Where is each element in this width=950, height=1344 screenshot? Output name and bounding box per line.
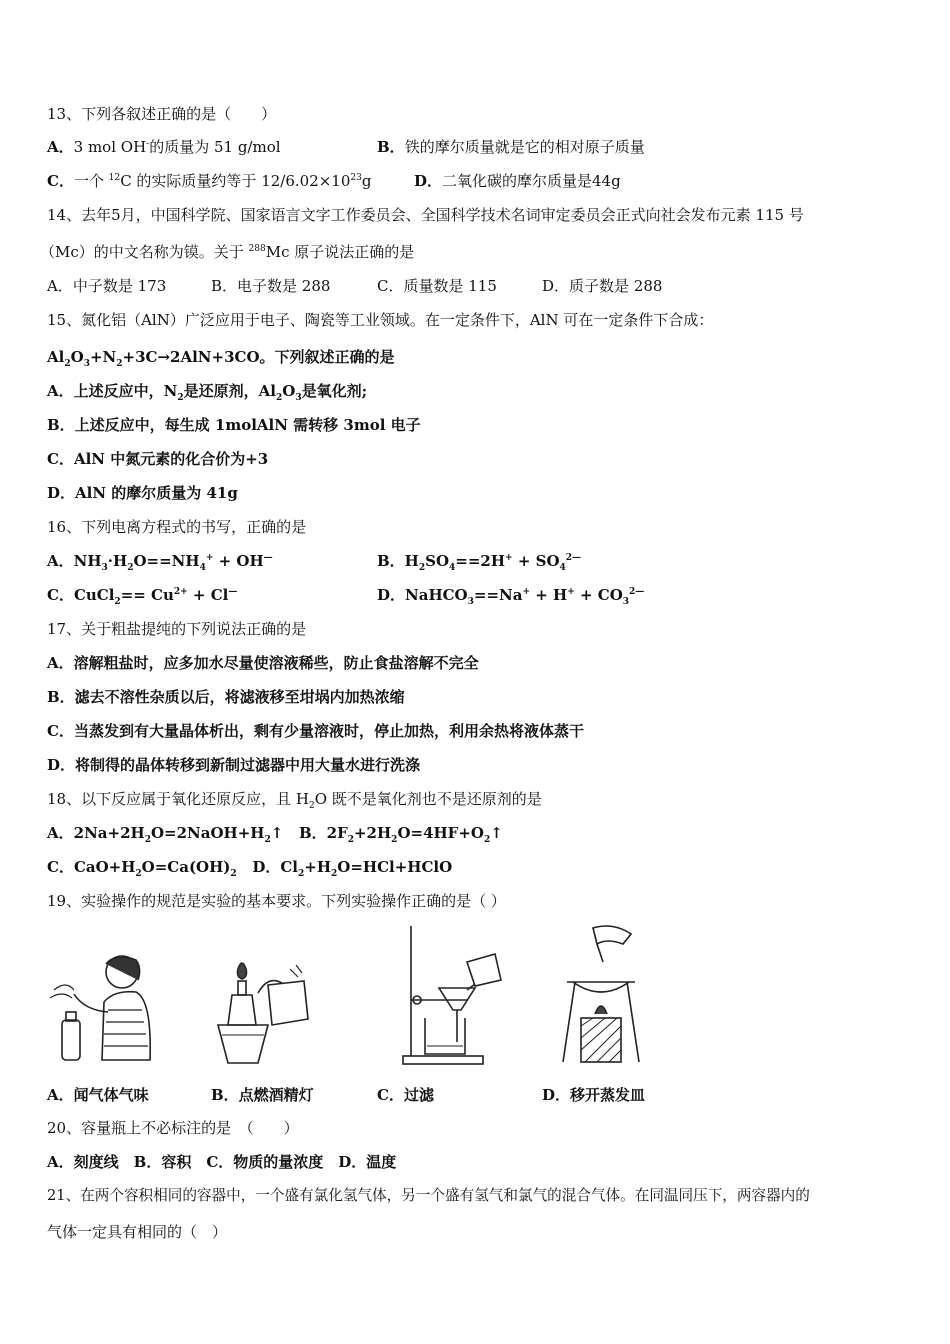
superscript: + [522,587,531,597]
subscript: 2 [308,801,315,811]
subscript: 2 [298,869,305,879]
superscript: 2— [565,553,582,563]
subscript: 2 [275,393,283,403]
q17-option-a: A．溶解粗盐时，应多加水尽量使溶液稀些，防止食盐溶解不完全 [47,654,479,672]
option-text: O [282,382,296,400]
q17-option-c: C．当蒸发到有大量晶体析出，剩有少量溶液时，停止加热，利用余热将液体蒸干 [47,722,584,740]
eq-text: O [70,348,84,366]
q16-option-a [47,551,273,571]
superscript: - [146,139,150,149]
q16-option-d [377,585,644,605]
q14-option-c: C．质量数是 115 [377,277,497,295]
option-text: 3 mol OH [73,138,147,156]
option-text: A．2Na+2H [47,824,145,842]
option-text: 铁的摩尔质量就是它的相对原子质量 [404,138,645,156]
option-text: +2H [353,824,392,842]
option-text: SO [425,552,450,570]
q17-option-d: D．将制得的晶体转移到新制过滤器中用大量水进行洗涤 [47,756,421,774]
option-text: O=HCl+HClO [337,858,453,876]
option-text: + SO [512,552,560,570]
superscript: + [567,587,575,597]
eq-text: +N [89,348,117,366]
q13-option-b [377,137,645,157]
option-text: +H [304,858,332,876]
option-text: 一个 [73,172,109,190]
subscript: 3 [295,393,302,403]
eq-text: +3C→2AlN+3CO。下列叙述正确的是 [122,348,395,366]
q14-stem-line1: 14、去年5月，中国科学院、国家语言文字工作委员会、全国科学技术名词审定委员会正式向社会发布元素 115 号 [47,206,804,224]
stand-base [403,1056,483,1064]
q14-stem-line2 [40,242,414,262]
option-text: C 的实际质量约等于 12/6.02×10 [120,172,351,190]
option-text: O=2NaOH+H [150,824,265,842]
stem-text: Mc 原子说法正确的是 [265,243,415,261]
dish [573,982,629,992]
option-text: + OH [213,552,264,570]
q18-options-cd [47,857,452,877]
option-text: 的质量为 51 g/mol [149,138,281,156]
hand [593,926,631,944]
option-label: D． [414,172,443,190]
figure-alcohol-lamp [208,955,318,1070]
superscript: + [205,553,214,563]
q19-option-b: B．点燃酒精灯 [211,1086,314,1104]
option-text: B．H [377,552,419,570]
option-text: B．2F [298,824,348,842]
q13-option-c [47,171,371,191]
superscript: 12 [108,173,121,183]
subscript: 2 [347,835,354,845]
subscript: 2 [135,869,142,879]
superscript: — [263,553,273,563]
option-text: == Cu [120,586,174,604]
q15-option-c: C．AlN 中氮元素的化合价为+3 [47,450,269,468]
subscript: 2 [230,869,237,879]
option-text: O==NH [133,552,200,570]
q17-stem: 17、关于粗盐提纯的下列说法正确的是 [47,620,307,638]
q19-stem: 19、实验操作的规范是实验的基本要求。下列实验操作正确的是（ ） [47,892,506,910]
subscript: 2 [144,835,151,845]
option-label: B． [377,138,405,156]
subscript: 4 [559,563,566,573]
option-text: ·H [107,552,128,570]
q16-option-b [377,551,581,571]
q15-stem-line1: 15、氮化铝（AlN）广泛应用于电子、陶瓷等工业领域。在一定条件下，AlN 可在一定条件下合成： [47,311,714,329]
option-text: D．Cl [252,858,298,876]
stem-text: O 既不是氧化剂也不是还原剂的是 [314,790,542,808]
option-text: + Cl [187,586,229,604]
option-text: A．上述反应中，N [47,382,178,400]
option-text: ↑ [490,824,503,842]
q13-stem: 13、下列各叙述正确的是（ ） [47,105,277,123]
option-text: O=Ca(OH) [141,858,231,876]
lamp-body [218,1025,268,1063]
eq-text: Al [47,348,65,366]
superscript: 2+ [173,587,188,597]
q13-option-d [414,171,621,191]
bottle [62,1020,80,1060]
option-text: + CO [574,586,623,604]
q15-equation [47,347,395,367]
subscript: 3 [83,359,90,369]
q17-option-b: B．滤去不溶性杂质以后，将滤液移至坩埚内加热浓缩 [47,688,405,706]
q16-stem: 16、下列电离方程式的书写，正确的是 [47,518,307,536]
option-text: D．NaHCO [377,586,468,604]
figure-smell-gas [44,950,156,1070]
q15-option-d: D．AlN 的摩尔质量为 41g [47,484,238,502]
superscript: — [228,587,238,597]
subscript: 4 [199,563,206,573]
subscript: 2 [177,393,184,403]
q14-option-a: A．中子数是 173 [47,277,167,295]
option-text: ↑ [270,824,284,842]
subscript: 2 [391,835,398,845]
q18-stem [47,789,542,809]
beaker [425,1018,465,1054]
subscript: 3 [101,563,108,573]
subscript: 2 [114,597,121,607]
q14-option-d: D．质子数是 288 [542,277,663,295]
q18-options-ab [47,823,503,843]
subscript: 4 [449,563,456,573]
option-text: 是还原剂，Al [183,382,276,400]
q19-option-c: C．过滤 [377,1086,434,1104]
q15-option-b: B．上述反应中，每生成 1molAlN 需转移 3mol 电子 [47,416,421,434]
superscript: + [505,553,513,563]
subscript: 2 [331,869,338,879]
option-text: C．CaO+H [47,858,136,876]
option-text: C．CuCl [47,586,115,604]
q19-option-a: A．闻气体气味 [47,1086,149,1104]
q14-option-b: B．电子数是 288 [211,277,331,295]
subscript: 2 [127,563,134,573]
q21-stem-line1: 21、在两个容积相同的容器中，一个盛有氯化氢气体，另一个盛有氢气和氯气的混合气体。在同温同压下，两容器内的 [47,1187,810,1204]
subscript: 3 [622,597,630,607]
option-label: A． [47,138,74,156]
figure-evaporating-dish [553,922,645,1067]
subscript: 3 [467,597,474,607]
option-text: A．NH [47,552,102,570]
q16-option-c [47,585,237,605]
subscript: 2 [264,835,271,845]
second-lamp [268,981,308,1025]
option-text: O=4HF+O [397,824,484,842]
option-text: ==Na [473,586,523,604]
q19-option-d: D．移开蒸发皿 [542,1086,646,1104]
figure-filtration [395,922,515,1067]
superscript: 23 [350,173,362,183]
option-text: + H [530,586,568,604]
option-text: ==2H [455,552,506,570]
funnel [439,988,475,1010]
q20-options: A．刻度线 B．容积 C．物质的量浓度 D．温度 [47,1153,397,1171]
pouring-beaker [467,954,501,986]
subscript: 2 [116,359,123,369]
q13-option-a [47,137,281,157]
q21-stem-line2: 气体一定具有相同的（ ） [47,1223,228,1241]
option-label: C． [47,172,74,190]
subscript: 2 [418,563,426,573]
superscript: 2— [629,587,645,597]
subscript: 2 [64,359,71,369]
option-text: g [361,172,372,190]
q20-stem: 20、容量瓶上不必标注的是 （ ） [47,1119,299,1137]
option-text: 是氧化剂; [301,382,368,400]
subscript: 2 [483,835,491,845]
superscript: 288 [248,244,266,254]
q15-option-a [47,381,367,401]
stem-text: （Mc）的中文名称为镆。关于 [40,243,249,261]
option-text: 二氧化碳的摩尔质量是44g [442,172,621,190]
stem-text: 18、以下反应属于氧化还原反应，且 H [47,790,309,808]
